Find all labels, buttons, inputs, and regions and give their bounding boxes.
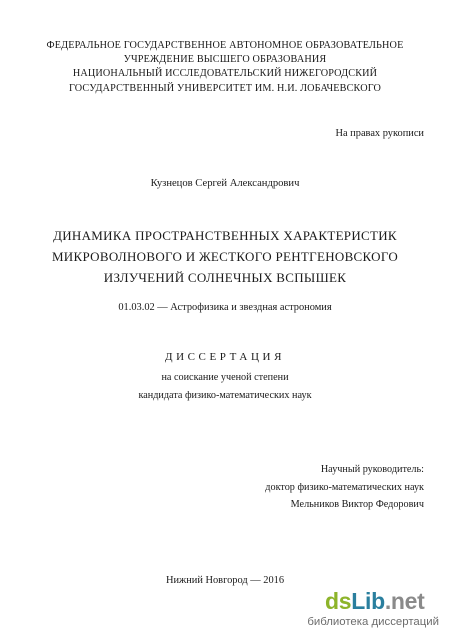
title-line: ИЗЛУЧЕНИЙ СОЛНЕЧНЫХ ВСПЫШЕК bbox=[103, 270, 347, 285]
advisor-name: Мельников Виктор Федорович bbox=[290, 499, 424, 510]
author-name: Кузнецов Сергей Александрович bbox=[150, 178, 300, 189]
logo-part-ds: ds bbox=[325, 588, 352, 614]
city-year: Нижний Новгород — 2016 bbox=[165, 575, 285, 586]
dissertation-label: ДИССЕРТАЦИЯ bbox=[164, 351, 286, 363]
organization-header bbox=[0, 39, 450, 96]
organization-line: ГОСУДАРСТВЕННЫЙ УНИВЕРСИТЕТ ИМ. Н.И. ЛОБАЧЕВСКОГО bbox=[68, 82, 382, 94]
dslib-watermark[interactable] bbox=[237, 587, 445, 633]
dslib-logo bbox=[325, 588, 425, 615]
rights-note: На правах рукописи bbox=[335, 128, 424, 139]
dissertation-title bbox=[0, 225, 450, 288]
title-line: ДИНАМИКА ПРОСТРАНСТВЕННЫХ ХАРАКТЕРИСТИК bbox=[53, 228, 397, 243]
advisor-label: Научный руководитель: bbox=[320, 464, 424, 475]
advisor-block bbox=[265, 461, 424, 514]
advisor-degree: доктор физико-математических наук bbox=[265, 481, 424, 493]
organization-line: УЧРЕЖДЕНИЕ ВЫСШЕГО ОБРАЗОВАНИЯ bbox=[123, 54, 327, 66]
specialty-code: 01.03.02 — Астрофизика и звездная астрономия bbox=[118, 302, 332, 313]
degree-sought bbox=[0, 369, 450, 405]
logo-part-lib: Lib bbox=[351, 588, 385, 614]
degree-line: кандидата физико-математических наук bbox=[138, 390, 312, 401]
organization-line: ФЕДЕРАЛЬНОЕ ГОСУДАРСТВЕННОЕ АВТОНОМНОЕ ОБРАЗОВАТЕЛЬНОЕ bbox=[46, 40, 404, 51]
degree-line: на соискание ученой степени bbox=[161, 372, 289, 383]
title-line: МИКРОВОЛНОВОГО И ЖЕСТКОГО РЕНТГЕНОВСКОГО bbox=[51, 249, 399, 264]
watermark-subtitle: библиотека диссертаций bbox=[307, 616, 439, 628]
logo-part-net: .net bbox=[384, 588, 425, 614]
organization-line: НАЦИОНАЛЬНЫЙ ИССЛЕДОВАТЕЛЬСКИЙ НИЖЕГОРОДСКИЙ bbox=[72, 68, 378, 80]
